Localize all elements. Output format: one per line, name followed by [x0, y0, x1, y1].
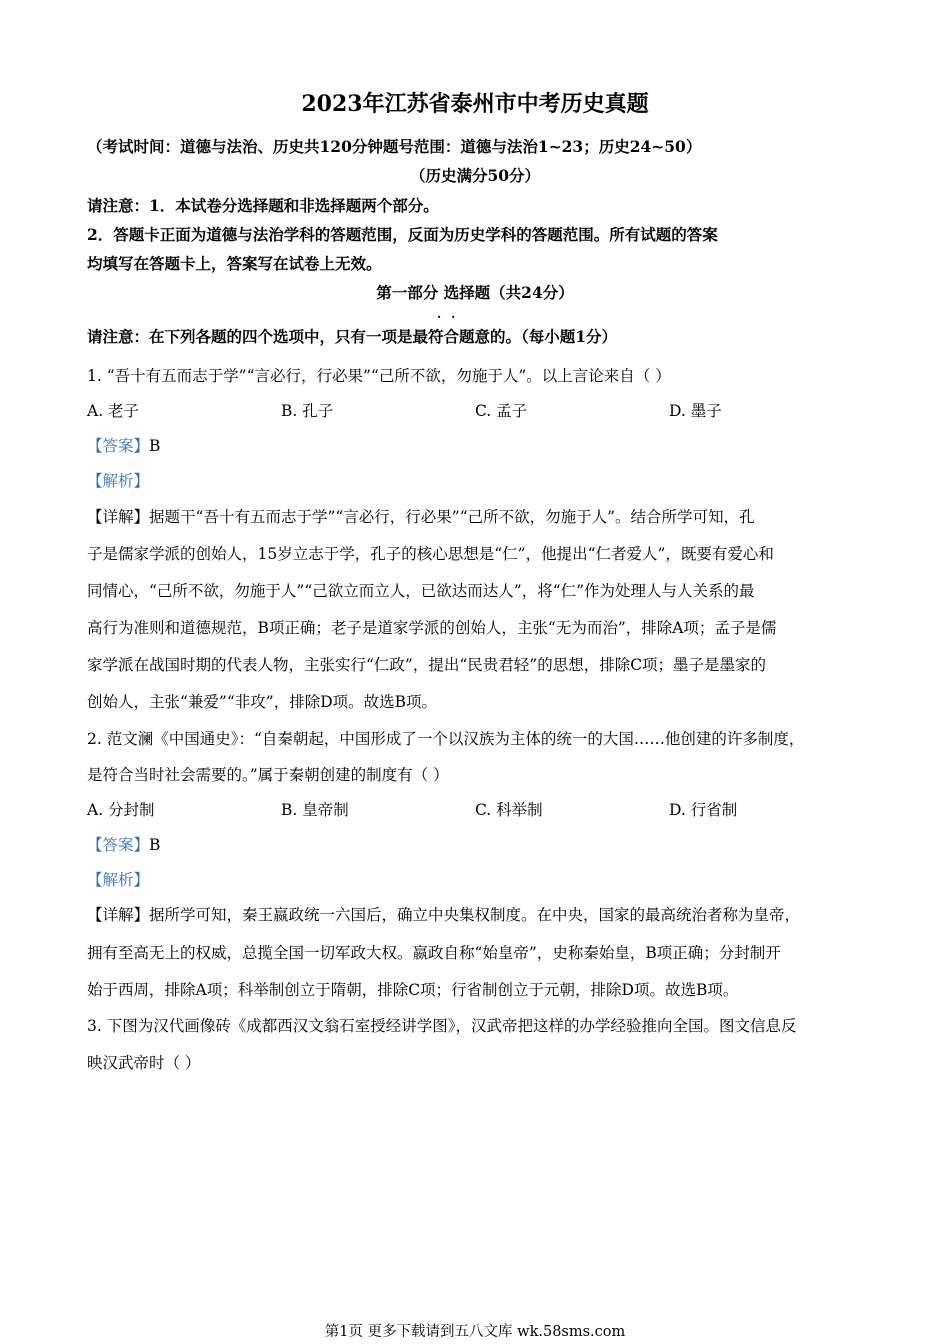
full-score: （历史满分50分） [409, 166, 541, 185]
q1-stem: 1. “吾十有五而志于学”“言必行，行必果”“己所不欲，勿施于人”。以上言论来自（ ） [87, 367, 671, 385]
q1-detail-line: 家学派在战国时期的代表人物，主张实行“仁政”，提出“民贵君轻”的思想，排除C项；墨子是墨家的 [87, 656, 767, 674]
section-title: 第一部分 选择题（共24分） [376, 283, 574, 302]
q2-option-d: D. 行省制 [669, 801, 738, 819]
q1-detail-line [87, 507, 755, 527]
q3-stem-line: 映汉武帝时（ ） [87, 1054, 201, 1072]
q2-analysis-tag: 【解析】 [87, 871, 150, 889]
answer-tag: 【答案】 [87, 836, 150, 854]
emphasis-dots: ·· [437, 310, 466, 324]
exam-info: （考试时间：道德与法治、历史共120分钟题号范围：道德与法治1~23；历史24~50） [87, 137, 702, 156]
q3-stem-line: 3. 下图为汉代画像砖《成都西汉文翁石室授经讲学图》，汉武帝把这样的办学经验推向全国。图文信息反 [87, 1017, 797, 1035]
answer-tag: 【答案】 [87, 437, 150, 455]
q1-option-d: D. 墨子 [669, 402, 722, 420]
q2-answer-value: B [149, 836, 161, 854]
q2-stem-line: 是符合当时社会需要的。”属于秦朝创建的制度有（ ） [87, 766, 449, 784]
page-footer: 第1页 更多下载请到五八文库 wk.58sms.com [324, 1324, 626, 1340]
q1-detail-line: 创始人，主张“兼爱”“非攻”，排除D项。故选B项。 [87, 693, 438, 711]
q2-detail-text: 据所学可知，秦王嬴政统一六国后，确立中央集权制度。在中央，国家的最高统治者称为皇帝， [149, 906, 801, 924]
q2-option-b: B. 皇帝制 [281, 801, 349, 819]
section-note: 请注意：在下列各题的四个选项中，只有一项是最符合题意的。（每小题1分） [87, 327, 618, 346]
q1-answer-value: B [149, 437, 161, 455]
detail-tag: 【详解】 [87, 508, 150, 526]
q2-option-c: C. 科举制 [475, 801, 543, 819]
note-line-3: 均填写在答题卡上，答案写在试卷上无效。 [87, 254, 382, 273]
q1-analysis-tag: 【解析】 [87, 472, 150, 490]
detail-tag: 【详解】 [87, 906, 150, 924]
q2-detail-line: 拥有至高无上的权威，总揽全国一切军政大权。嬴政自称“始皇帝”，史称秦始皇，B项正确；分封制开 [87, 944, 781, 962]
q1-option-b: B. 孔子 [281, 402, 334, 420]
q2-detail-line [87, 905, 800, 925]
q1-answer [87, 436, 160, 456]
q2-option-a: A. 分封制 [87, 801, 155, 819]
q1-detail-text: 据题干“吾十有五而志于学”“言必行，行必果”“己所不欲，勿施于人”。结合所学可知，孔 [149, 508, 755, 526]
q1-option-a: A. 老子 [87, 402, 140, 420]
q1-detail-line: 子是儒家学派的创始人，15岁立志于学，孔子的核心思想是“仁”，他提出“仁者爱人”，既要有爱心和 [87, 545, 774, 563]
q2-answer [87, 835, 160, 855]
q1-detail-line: 同情心，“己所不欲，勿施于人”“己欲立而立人，已欲达而达人”，将“仁”作为处理人与人关系的最 [87, 582, 755, 600]
q1-detail-line: 高行为准则和道德规范，B项正确；老子是道家学派的创始人，主张“无为而治”，排除A项；孟子是儒 [87, 619, 777, 637]
note-line-2: 2．答题卡正面为道德与法治学科的答题范围，反面为历史学科的答题范围。所有试题的答案 [87, 225, 718, 244]
q1-option-c: C. 孟子 [475, 402, 528, 420]
page-title: 2023年江苏省泰州市中考历史真题 [301, 91, 649, 117]
q2-detail-line: 始于西周，排除A项；科举制创立于隋朝，排除C项；行省制创立于元朝，排除D项。故选B项。 [87, 981, 739, 999]
q2-stem-line: 2. 范文澜《中国通史》：“自秦朝起，中国形成了一个以汉族为主体的统一的大国……他创建的许多制度， [87, 730, 805, 748]
note-line-1: 请注意：1．本试卷分选择题和非选择题两个部分。 [87, 196, 439, 215]
